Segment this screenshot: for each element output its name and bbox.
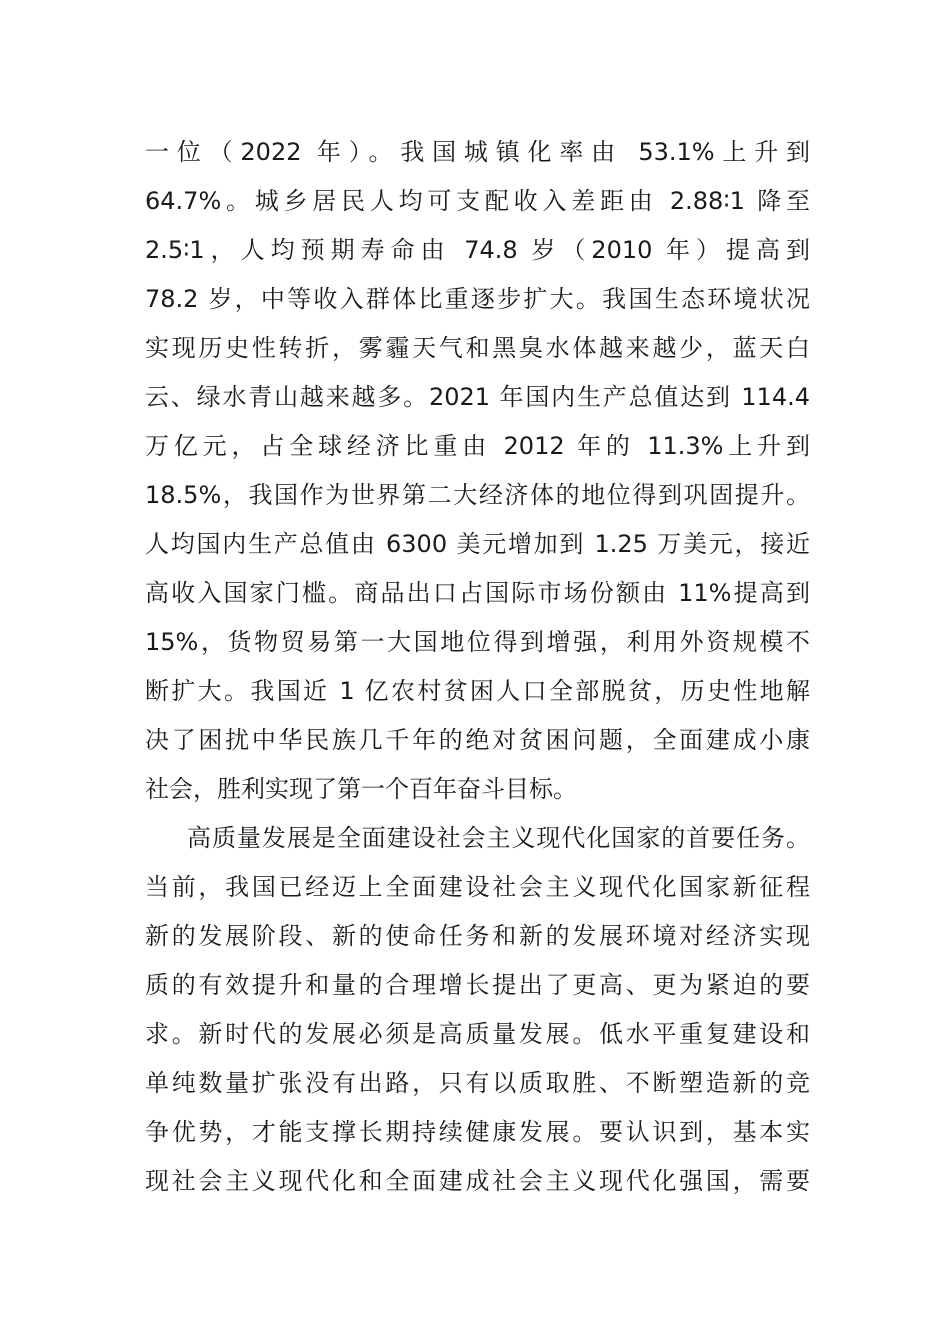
text-line: 万亿元，占全球经济比重由 2012 年的 11.3%上升到 <box>145 432 810 460</box>
text-line: 人均国内生产总值由 6300 美元增加到 1.25 万美元，接近 <box>145 530 810 558</box>
text-line: 现社会主义现代化和全面建成社会主义现代化强国，需要 <box>145 1167 810 1195</box>
text-line: 社会，胜利实现了第一个百年奋斗目标。 <box>145 775 577 803</box>
text-line: 求。新时代的发展必须是高质量发展。低水平重复建设和 <box>145 1020 810 1048</box>
text-line: 2.5∶1，人均预期寿命由 74.8 岁（2010 年）提高到 <box>145 236 810 264</box>
text-line: 实现历史性转折，雾霾天气和黑臭水体越来越少，蓝天白 <box>145 334 810 362</box>
paragraph-1 <box>145 128 810 814</box>
body-text <box>145 128 810 1206</box>
text-line: 质的有效提升和量的合理增长提出了更高、更为紧迫的要 <box>145 971 810 999</box>
text-line: 断扩大。我国近 1 亿农村贫困人口全部脱贫，历史性地解 <box>145 677 810 705</box>
text-line: 18.5%，我国作为世界第二大经济体的地位得到巩固提升。 <box>145 481 810 509</box>
text-line: 一位（2022 年）。我国城镇化率由 53.1%上升到 <box>145 138 810 166</box>
text-line: 云、绿水青山越来越多。2021 年国内生产总值达到 114.4 <box>145 383 810 411</box>
text-line: 高收入国家门槛。商品出口占国际市场份额由 11%提高到 <box>145 579 810 607</box>
text-line: 78.2 岁，中等收入群体比重逐步扩大。我国生态环境状况 <box>145 285 810 313</box>
text-line: 新的发展阶段、新的使命任务和新的发展环境对经济实现 <box>145 922 810 950</box>
paragraph-2 <box>145 814 810 1206</box>
text-line: 15%，货物贸易第一大国地位得到增强，利用外资规模不 <box>145 628 810 656</box>
text-line: 争优势，才能支撑长期持续健康发展。要认识到，基本实 <box>145 1118 810 1146</box>
text-line: 当前，我国已经迈上全面建设社会主义现代化国家新征程 <box>145 873 810 901</box>
text-line: 单纯数量扩张没有出路，只有以质取胜、不断塑造新的竞 <box>145 1069 810 1097</box>
text-line: 64.7%。城乡居民人均可支配收入差距由 2.88∶1 降至 <box>145 187 810 215</box>
text-line: 决了困扰中华民族几千年的绝对贫困问题，全面建成小康 <box>145 726 810 754</box>
text-line: 高质量发展是全面建设社会主义现代化国家的首要任务。 <box>187 824 810 852</box>
